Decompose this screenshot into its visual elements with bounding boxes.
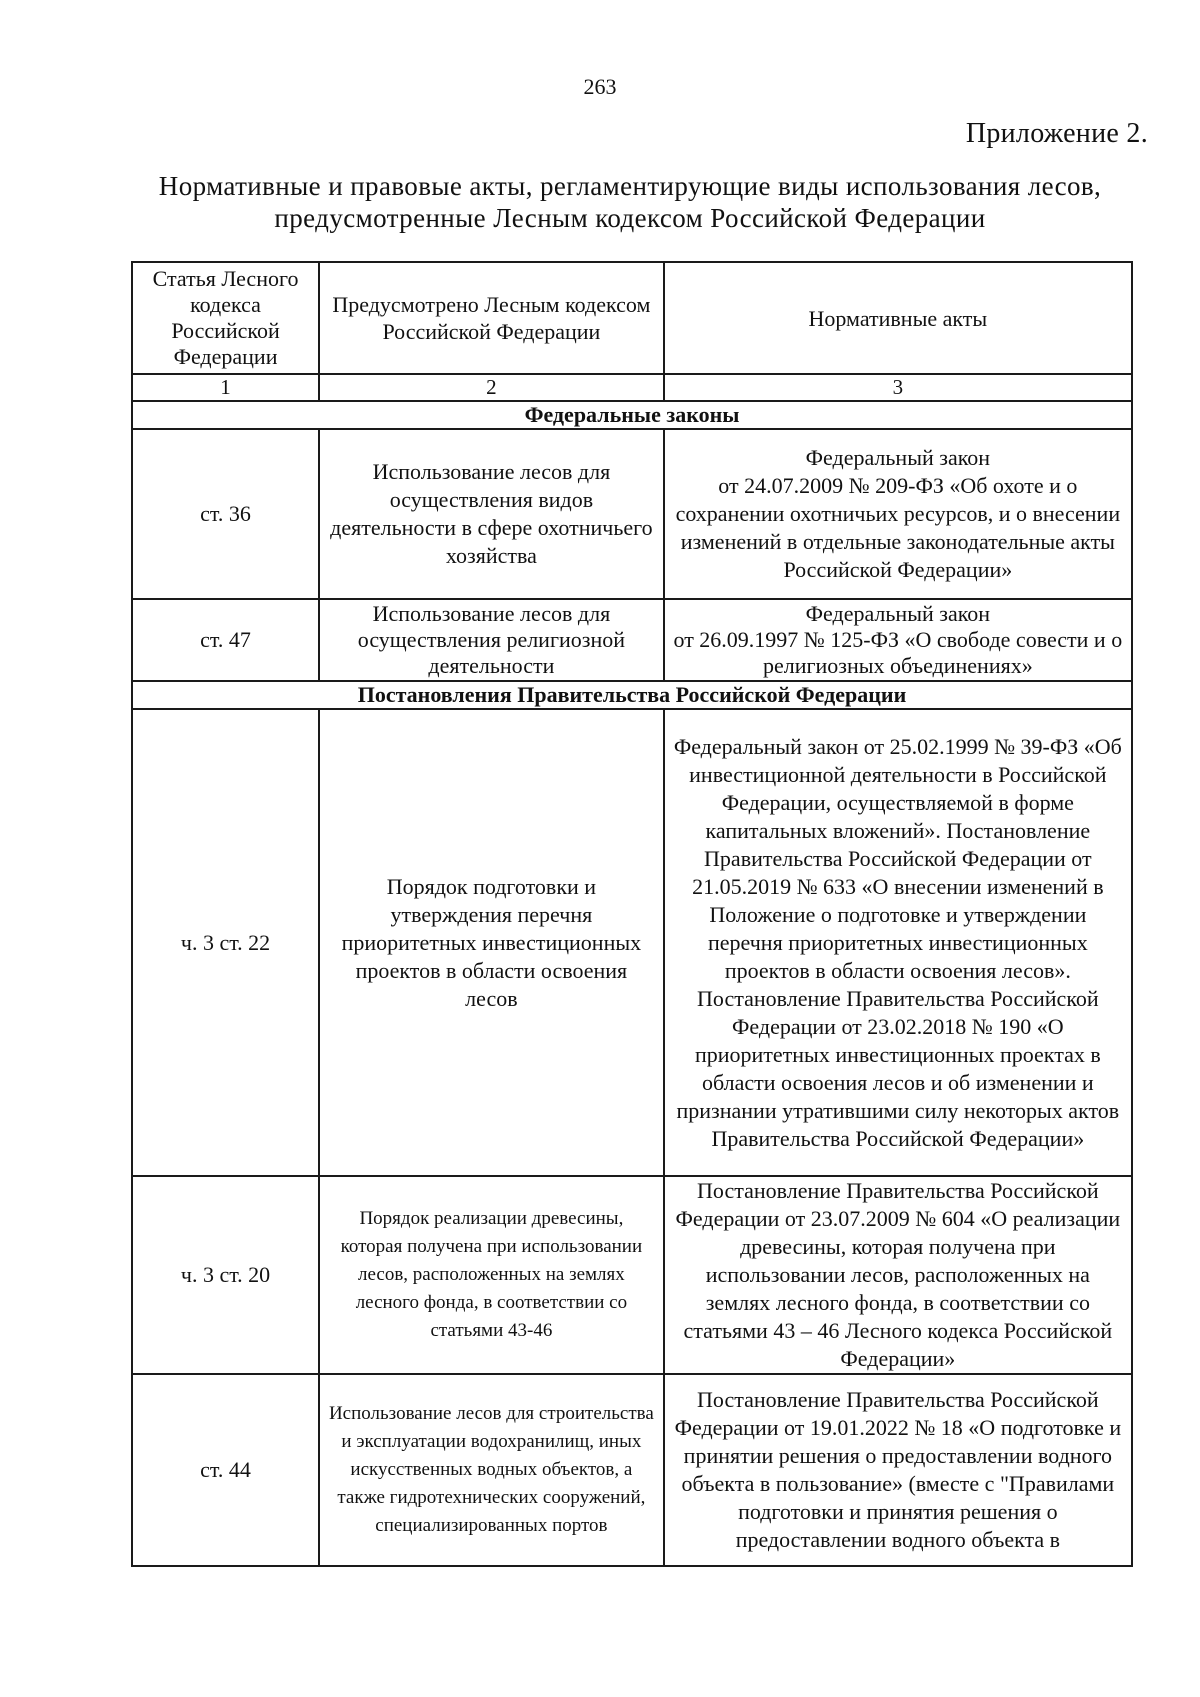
header-article: Статья Лесного кодекса Российской Федерации — [132, 262, 319, 374]
acts-text: от 26.09.1997 № 125-ФЗ «О свободе совести и о религиозных объединениях» — [673, 627, 1123, 678]
column-number-row — [132, 374, 1132, 401]
article-cell: ч. 3 ст. 20 — [132, 1176, 319, 1374]
table-header-row — [132, 262, 1132, 374]
article-cell: ст. 44 — [132, 1374, 319, 1566]
acts-heading: Федеральный закон — [805, 445, 991, 470]
section-title: Федеральные законы — [132, 401, 1132, 429]
column-number: 1 — [132, 374, 319, 401]
table-row — [132, 1374, 1132, 1566]
table-row — [132, 709, 1132, 1176]
provided-cell: Порядок реализации древесины, которая получена при использовании лесов, расположенных на землях лесного фонда, в соответствии со статьями 43-46 — [319, 1176, 664, 1374]
acts-cell: Федеральный закон от 25.02.1999 № 39-ФЗ «Об инвестиционной деятельности в Российской Федерации, осуществляемой в форме капитальных вложений». Постановление Правительства Российской Федерации от 21.05.2019 № 633 «О внесении изменений в Положение о подготовке и утверждении перечня приоритетных инвестиционных проектов в области освоения лесов». Постановление Правительства Российской Федерации от 23.02.2018 № 190 «О приоритетных инвестиционных проектах в области освоения лесов и об изменении и признании утратившими силу некоторых актов Правительства Российской Федерации» — [664, 709, 1132, 1176]
header-provided: Предусмотрено Лесным кодексом Российской Федерации — [319, 262, 664, 374]
header-acts: Нормативные акты — [664, 262, 1132, 374]
acts-cell — [664, 599, 1132, 681]
document-title: Нормативные и правовые акты, регламентирующие виды использования лесов, предусмотренные Лесным кодексом Российской Федерации — [158, 171, 1102, 233]
provided-cell: Порядок подготовки и утверждения перечня приоритетных инвестиционных проектов в области освоения лесов — [319, 709, 664, 1176]
acts-cell: Постановление Правительства Российской Федерации от 23.07.2009 № 604 «О реализации древесины, которая получена при использовании лесов, расположенных на землях лесного фонда, в соответствии со статьями 43 – 46 Лесного кодекса Российской Федерации» — [664, 1176, 1132, 1374]
acts-text: от 24.07.2009 № 209-ФЗ «Об охоте и о сохранении охотничьих ресурсов, и о внесении изменений в отдельные законодательные акты Российской Федерации» — [675, 473, 1121, 582]
section-title: Постановления Правительства Российской Федерации — [132, 681, 1132, 709]
article-cell: ст. 36 — [132, 429, 319, 599]
acts-cell: Постановление Правительства Российской Федерации от 19.01.2022 № 18 «О подготовке и принятии решения о предоставлении водного объекта в пользование» (вместе с "Правилами подготовки и принятия решения о предоставлении водного объекта в — [664, 1374, 1132, 1566]
normative-acts-table — [131, 261, 1133, 1567]
section-row — [132, 681, 1132, 709]
column-number: 3 — [664, 374, 1132, 401]
acts-heading: Федеральный закон — [805, 601, 991, 626]
provided-cell: Использование лесов для осуществления видов деятельности в сфере охотничьего хозяйства — [319, 429, 664, 599]
article-cell: ч. 3 ст. 22 — [132, 709, 319, 1176]
table-row — [132, 429, 1132, 599]
table-row — [132, 599, 1132, 681]
appendix-label: Приложение 2. — [965, 118, 1148, 149]
acts-cell — [664, 429, 1132, 599]
provided-cell: Использование лесов для осуществления религиозной деятельности — [319, 599, 664, 681]
table-row — [132, 1176, 1132, 1374]
page-number: 263 — [583, 74, 617, 99]
article-cell: ст. 47 — [132, 599, 319, 681]
section-row — [132, 401, 1132, 429]
provided-cell: Использование лесов для строительства и эксплуатации водохранилищ, иных искусственных водных объектов, а также гидротехнических сооружений, специализированных портов — [319, 1374, 664, 1566]
column-number: 2 — [319, 374, 664, 401]
